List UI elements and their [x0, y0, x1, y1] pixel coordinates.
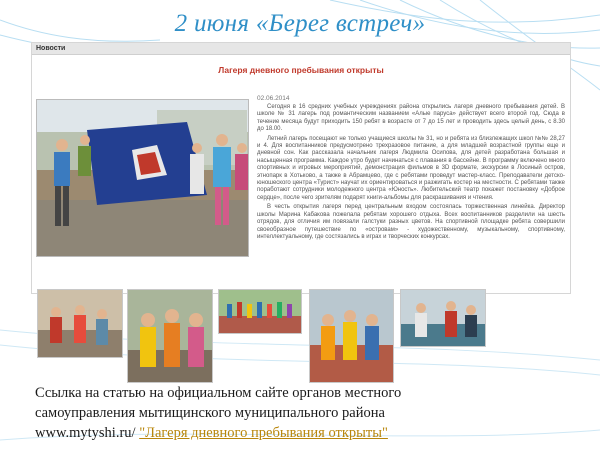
- thumbnail-photo-3[interactable]: [218, 289, 302, 334]
- photo-children-group-2-illustration: [128, 290, 212, 382]
- slide-title: 2 июня «Берег встреч»: [174, 10, 426, 37]
- thumbnail-photo-2[interactable]: [127, 289, 213, 383]
- section-header: Новости: [32, 43, 570, 55]
- article-heading[interactable]: Лагеря дневного пребывания открыты: [218, 65, 384, 75]
- thumbnail-photo-4[interactable]: [309, 289, 394, 383]
- photo-children-holding-flag-illustration: [37, 100, 248, 256]
- article-paragraph: В честь открытия лагеря перед центральным входом состоялась торжественная линейка. Директор школы Марина Кабакова пожелала ребятам хорошего отдыха. Всех воспитанников разделили на шесть отрядов, для отличия им повязали галстуки разных цветов. На спортивной площадке ребята совершили своеобразное путешествие по «островам» - художественному, музыкальному, спортивному, интеллектуальному, где состязались в играх и творческих конкурсах.: [257, 204, 565, 240]
- caption-line-3: [35, 423, 575, 443]
- caption-line-1: Ссылка на статью на официальном сайте органов местного: [35, 385, 402, 401]
- photo-children-row-illustration: [310, 290, 393, 382]
- photo-children-group-1-illustration: [38, 290, 122, 357]
- main-article-photo: [36, 99, 249, 257]
- site-url: www.mytyshi.ru/: [35, 425, 136, 441]
- caption-line-2: самоуправления мытищинского муниципального района: [35, 405, 385, 421]
- article-link-caption: [35, 383, 575, 443]
- article-link[interactable]: "Лагеря дневного пребывания открыты": [139, 425, 388, 441]
- photo-children-playground-illustration: [219, 290, 301, 333]
- news-article-panel: [31, 42, 571, 294]
- article-paragraph: Сегодня в 16 средних учебных учреждениях района открылись лагеря дневного пребывания детей. В школе № 31 лагерь под романтическим названием «Алые паруса» действует всего второй год. Сюда в течение месяца будут приходить 150 ребят в возрасте от 7 до 15 лет и проводить здесь целый день, с 8.30 до 18.00.: [257, 104, 565, 133]
- article-date: 02.06.2014: [257, 95, 290, 102]
- thumbnail-photo-1[interactable]: [37, 289, 123, 358]
- article-paragraph: Летний лагерь посещают не только учащиеся школы № 31, но и ребята из близлежащих школ №№ 28,27 и 4. Для воспитанников предусмотрено трехразовое питание, а для младшей возрастной группы еще и дневной сон. Как рассказала начальник лагеря Людмила Осипова, для детей разработана большая и насыщенная программа. Каждое утро будет начинаться с плавания в бассейне. В программу включено много спортивных и игровых мероприятий, демонстрация фильмов в 3D формате, экскурсии в Лосиный остров, этнопарк в Хотьково, а также в Абрамцево, где с ребятами проведут мастер-класс. Преподаватели детско-юношеского центра «Турист» научат их ориентироваться и разжигать костер на местности. С ребятами также поработают сотрудники молодежного центра «Юность». Любительский театр покажет постановку «Доброе сердце», после чего зрителям подарят книги-альбомы для раскрашивания и чтения.: [257, 135, 565, 201]
- thumbnail-photo-5[interactable]: [400, 289, 486, 347]
- photo-children-sports-ground-illustration: [401, 290, 485, 346]
- article-body: [257, 104, 565, 243]
